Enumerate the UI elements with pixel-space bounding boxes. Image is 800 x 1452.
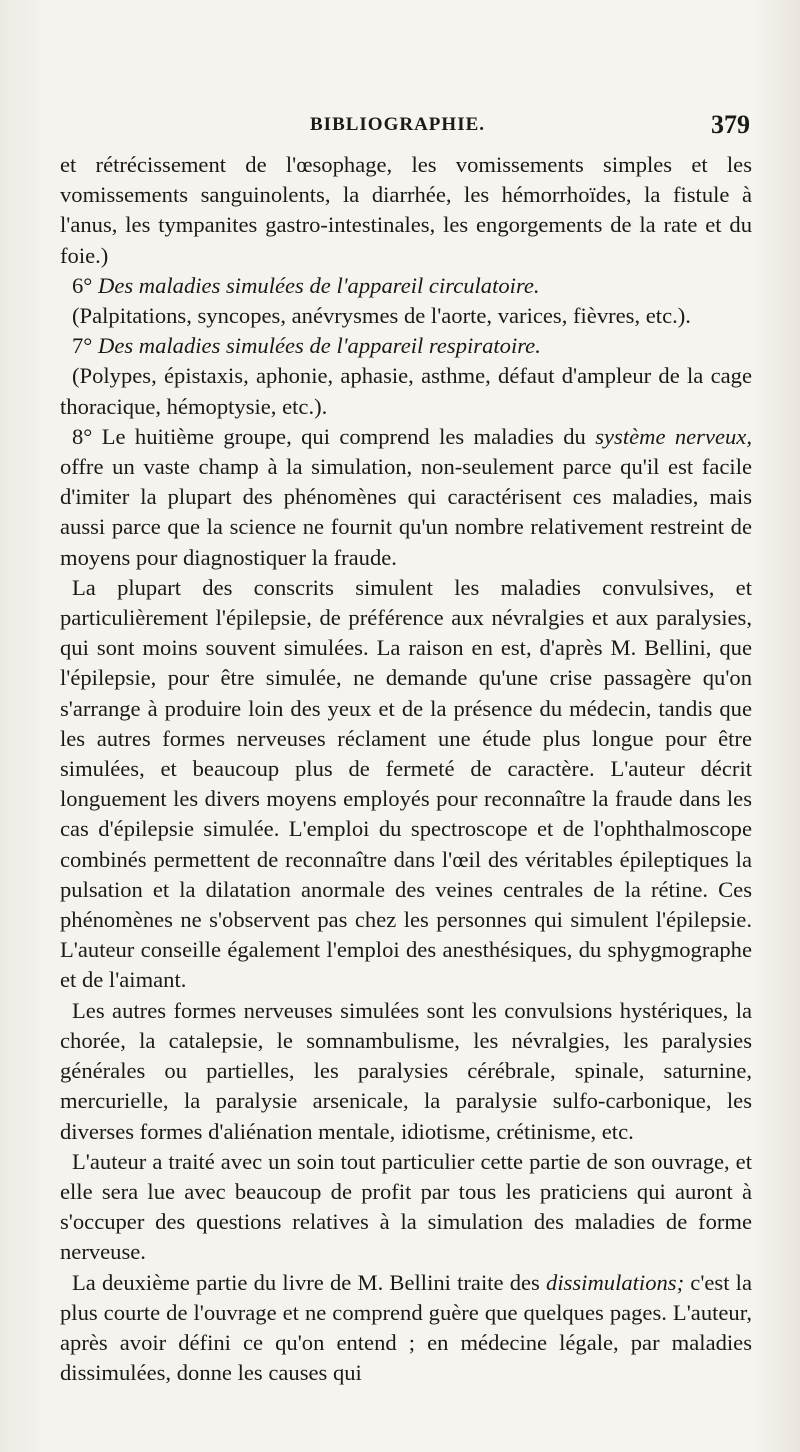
- paragraph-dissimulations: [60, 1268, 752, 1389]
- nervous-italic: système nerveux,: [595, 423, 752, 449]
- section-7-heading: [60, 331, 752, 361]
- dissimulation-italic: dissimulations;: [546, 1269, 685, 1295]
- dissimulation-rest: c'est la plus courte de l'ouvrage et ne comprend guère que quelques pages. L'auteur, après avoir défini ce qu'on entend ; en médecine légale, par maladies dissimulées, donne les causes qui: [60, 1269, 752, 1386]
- paragraph-nervous-system: [60, 422, 752, 573]
- paragraph-epilepsy: La plupart des conscrits simulent les maladies convulsives, et particulièrement l'épilepsie, de préférence aux névralgies et aux paralysies, qui sont moins souvent simulées. La raison en est, d'après M. Bellini, que l'épilepsie, pour être simulée, ne demande qu'une crise passagère qu'on s'arrange à produire loin des yeux et de la présence du médecin, tandis que les autres formes nerveuses réclament une étude plus longue pour être simulées, et beaucoup plus de fermeté de caractère. L'auteur décrit longuement les divers moyens employés pour reconnaître la fraude dans les cas d'épilepsie simulée. L'emploi du spectroscope et de l'ophthalmoscope combinés permettent de reconnaître dans l'œil des véritables épileptiques la pulsation et la dilatation anormale des veines centrales de la rétine. Ces phénomènes ne s'observent pas chez les personnes qui simulent l'épilepsie. L'auteur conseille également l'emploi des anesthésiques, du sphygmographe et de l'aimant.: [60, 574, 752, 993]
- paragraph-esophagus: et rétrécissement de l'œsophage, les vomissements simples et les vomissements sanguinolents, la diarrhée, les hémorrhoïdes, la fistule à l'anus, les tympanites gastro-intestinales, les engorgements de la rate et du foie.): [60, 152, 752, 268]
- nervous-rest: offre un vaste champ à la simulation, non-seulement parce qu'il est facile d'imiter la plupart des phénomènes qui caractérisent ces maladies, mais aussi parce que la science ne fournit qu'un nombre relativement restreint de moyens pour diagnostiquer la fraude.: [60, 454, 752, 570]
- nervous-intro: 8° Le huitième groupe, qui comprend les maladies du: [72, 423, 586, 449]
- dissimulation-intro: La deuxième partie du livre de M. Bellini traite des: [72, 1269, 540, 1295]
- body-text: [60, 150, 752, 1388]
- section-6-heading: [60, 271, 752, 301]
- paragraph-other-forms: Les autres formes nerveuses simulées sont les convulsions hystériques, la chorée, la catalepsie, le somnambulisme, les névralgies, les paralysies générales ou partielles, les paralysies cérébrale, spinale, saturnine, mercurielle, la paralysie arsenicale, la paralysie sulfo-carbonique, les diverses formes d'aliénation mentale, idiotisme, crétinisme, etc.: [60, 997, 752, 1144]
- section-7-title: Des maladies simulées de l'appareil respiratoire.: [98, 333, 541, 359]
- paragraph-respiratory-list: (Polypes, épistaxis, aphonie, aphasie, asthme, défaut d'ampleur de la cage thoracique, hémoptysie, etc.).: [60, 363, 752, 419]
- paragraph-circulatory-list: (Palpitations, syncopes, anévrysmes de l'aorte, varices, fièvres, etc.).: [72, 303, 691, 329]
- section-7-number: 7°: [72, 333, 93, 359]
- section-6-title: Des maladies simulées de l'appareil circulatoire.: [98, 272, 540, 298]
- page-header: [60, 110, 750, 144]
- page-number: 379: [711, 110, 750, 139]
- paragraph-author-care: L'auteur a traité avec un soin tout particulier cette partie de son ouvrage, et elle sera lue avec beaucoup de profit par tous les praticiens qui auront à s'occuper des questions relatives à la simulation des maladies de forme nerveuse.: [60, 1148, 752, 1265]
- running-title: BIBLIOGRAPHIE.: [310, 114, 486, 135]
- section-6-number: 6°: [72, 272, 93, 298]
